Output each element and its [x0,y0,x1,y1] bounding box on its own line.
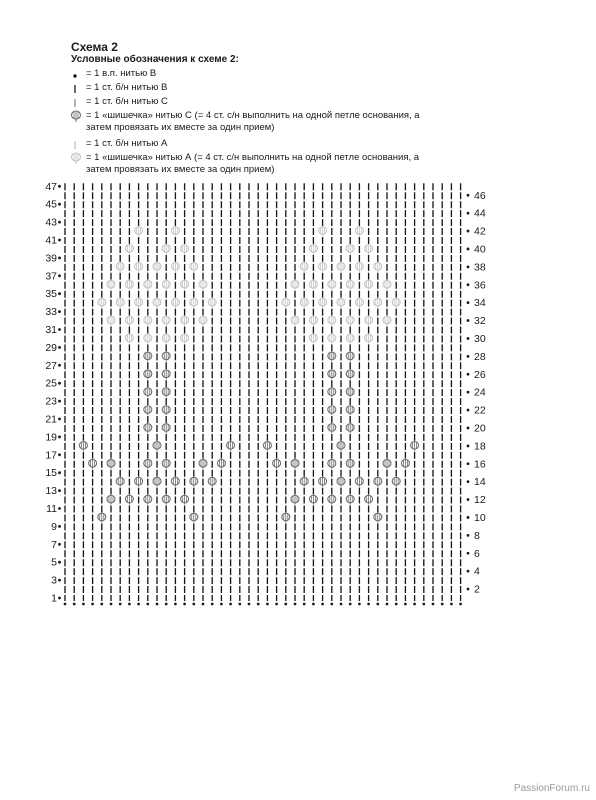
bobble-c-icon [355,477,363,487]
row-label-left: 21 [45,413,57,426]
chain-dot [413,603,416,606]
row-label-right: 26 [474,368,486,381]
row-end-dot [58,400,61,403]
row-label-right: 40 [474,243,486,256]
row-label-left: 27 [45,359,57,372]
bobble-c-icon [346,423,354,433]
row-label-left: 25 [45,377,57,390]
row-label-right: 6 [474,547,480,560]
bobble-c-icon [98,512,106,522]
chain-dot [395,603,398,606]
bobble-a-icon [153,298,161,308]
row-end-dot [58,507,61,510]
bobble-c-icon [273,459,281,469]
legend-text: = 1 в.п. нитью В [86,68,157,79]
bobble-a-icon [337,298,345,308]
chain-dot [229,603,232,606]
row-label-left: 29 [45,341,57,354]
row-label-right: 42 [474,225,486,238]
bobble-a-icon [199,280,207,290]
bobble-a-icon [300,298,308,308]
bobble-c-icon [144,495,152,505]
row-label-left: 9 [51,520,57,533]
chain-dot [146,603,149,606]
row-label-right: 18 [474,440,486,453]
row-end-dot [58,257,61,260]
bobble-a-icon [125,244,133,254]
bobble-c-icon [328,405,336,415]
row-end-dot [58,525,61,528]
chain-dot [367,603,370,606]
row-end-dot [467,516,470,519]
chain-dot [330,603,333,606]
bobble-c-icon [374,512,382,522]
chain-dot [376,603,379,606]
row-end-dot [58,579,61,582]
bobble-a-icon [365,244,373,254]
bobble-c-icon [346,369,354,379]
bobble-a-icon [98,298,106,308]
row-label-left: 3 [51,574,57,587]
bobble-a-icon [153,262,161,272]
row-end-dot [467,391,470,394]
bobble-c-icon [144,423,152,433]
row-end-dot [467,462,470,465]
bobble-c-icon [328,351,336,361]
row-end-dot [467,265,470,268]
bobble-c-icon [190,512,198,522]
bobble-c-icon [162,405,170,415]
bobble-c-icon [89,459,97,469]
row-end-dot [58,471,61,474]
bobble-a-icon [309,316,317,326]
chain-dot [257,603,260,606]
bobble-a-icon [135,226,143,236]
bobble-a-icon [199,316,207,326]
bobble-a-icon [125,280,133,290]
chain-dot [450,603,453,606]
chain-dot [266,603,269,606]
bobble-c-icon [383,459,391,469]
chain-dot [441,603,444,606]
legend-title: Условные обозначения к схеме 2: [71,54,239,65]
legend-text: = 1 «шишечка» нитью С (= 4 ст. с/н выполнить на одной петле основания, а затем провязать их вместе за один прием) [86,110,420,133]
row-end-dot [467,373,470,376]
bobble-a-icon [116,298,124,308]
chain-dot [183,603,186,606]
chain-dot [303,603,306,606]
bobble-a-icon [337,262,345,272]
chain-dot [284,603,287,606]
row-label-right: 44 [474,207,486,220]
bobble-c-icon [365,495,373,505]
bobble-a-icon [116,262,124,272]
bobble-c-icon [328,423,336,433]
row-end-dot [58,543,61,546]
bobble-a-icon [171,262,179,272]
bobble-a-icon [374,298,382,308]
row-label-right: 2 [474,583,480,596]
bobble-a-icon [346,280,354,290]
row-label-left: 1 [51,592,57,605]
chain-dot [82,603,85,606]
bobble-a-icon [328,316,336,326]
row-end-dot [58,292,61,295]
bobble-a-icon [374,262,382,272]
bobble-c-icon [162,351,170,361]
bobble-c-icon [291,459,299,469]
bobble-c-icon [190,477,198,487]
bobble-c-icon [162,495,170,505]
row-label-right: 30 [474,332,486,345]
bobble-c-icon [217,459,225,469]
bobble-c-icon [337,441,345,451]
bobble-c-icon [346,459,354,469]
row-end-dot [58,418,61,421]
bobble-c-icon [346,351,354,361]
row-end-dot [58,436,61,439]
row-end-dot [467,337,470,340]
bobble-c-icon [162,369,170,379]
bobble-a-icon [190,262,198,272]
bobble-a-icon [162,316,170,326]
bobble-c-icon [79,441,87,451]
chain-dot [275,603,278,606]
bobble-c-icon [162,459,170,469]
row-end-dot [58,185,61,188]
row-label-left: 43 [45,216,57,229]
watermark: PassionForum.ru [513,783,590,794]
chain-dot [386,603,389,606]
chain-dot [404,603,407,606]
row-end-dot [58,382,61,385]
row-end-dot [467,570,470,573]
bobble-a-icon [346,244,354,254]
row-label-left: 39 [45,252,57,265]
bobble-c-icon [135,477,143,487]
bobble-a-icon [282,298,290,308]
chain-dot [312,603,315,606]
bobble-a-icon [144,280,152,290]
row-label-left: 31 [45,324,57,336]
row-label-left: 19 [45,431,57,444]
row-end-dot [58,203,61,206]
bobble-c-icon [144,387,152,397]
bobble-c-icon [208,477,216,487]
row-end-dot [467,534,470,537]
row-label-right: 12 [474,494,486,507]
bobble-c-icon [328,459,336,469]
row-label-right: 4 [474,565,480,578]
bobble-c-icon [153,477,161,487]
bobble-a-icon [355,262,363,272]
row-label-left: 11 [46,503,57,515]
bobble-a-icon [319,298,327,308]
chain-dot [110,603,113,606]
bobble-a-icon [190,298,198,308]
bobble-c-icon [328,495,336,505]
chain-dot [432,603,435,606]
row-label-left: 17 [45,449,57,462]
bobble-a-icon [309,280,317,290]
bobble-a-icon [125,333,133,343]
row-label-right: 32 [474,315,486,328]
bobble-c-icon [328,387,336,397]
row-label-left: 33 [45,306,57,319]
row-label-left: 13 [45,485,57,498]
bobble-c-icon [171,477,179,487]
row-end-dot [58,239,61,242]
row-label-right: 16 [474,458,486,471]
bobble-c-icon [107,495,115,505]
bobble-c-icon [411,441,419,451]
row-label-right: 28 [474,350,486,363]
legend-text: = 1 ст. б/н нитью С [86,96,168,107]
bobble-a-icon [365,316,373,326]
row-end-dot [58,453,61,456]
bobble-c-icon [125,495,133,505]
chain-dot [100,603,103,606]
row-end-dot [467,319,470,322]
row-label-left: 37 [45,270,57,283]
bobble-c-icon [144,351,152,361]
row-label-left: 5 [51,556,57,569]
bobble-a-icon [181,244,189,254]
chain-dot [422,603,425,606]
bobble-a-icon [107,280,115,290]
row-label-right: 10 [474,511,486,524]
chain-dot [156,603,159,606]
row-end-dot [467,248,470,251]
bobble-a-icon [346,333,354,343]
chain-dot [358,603,361,606]
bobble-a-icon [135,262,143,272]
row-label-right: 22 [474,404,486,417]
legend-text: = 1 ст. б/н нитью А [86,138,168,149]
bobble-a-icon [171,226,179,236]
bobble-a-icon [181,280,189,290]
bobble-c-icon [116,477,124,487]
bobble-c-icon [328,369,336,379]
row-end-dot [467,552,470,555]
chain-dot [165,603,168,606]
bobble-a-icon [162,333,170,343]
bobble-a-icon [328,280,336,290]
row-label-right: 24 [474,386,486,399]
row-label-right: 8 [474,529,480,542]
bobble-c-icon [346,387,354,397]
row-label-left: 47 [45,180,57,193]
row-end-dot [58,597,61,600]
bobble-a-icon [181,316,189,326]
bobble-c-icon [263,441,271,451]
chain-dot [73,603,76,606]
row-label-left: 7 [51,538,57,551]
bobble-a-icon [162,280,170,290]
row-end-dot [58,310,61,313]
bobble-a-icon [135,298,143,308]
bobble-a-icon [291,316,299,326]
legend-text: = 1 «шишечка» нитью А (= 4 ст. с/н выполнить на одной петле основания, а затем провязать их вместе за один прием) [86,152,420,175]
bobble-a-icon [383,280,391,290]
bobble-c-icon [392,477,400,487]
bobble-c-icon [199,459,207,469]
bobble-c-icon [309,495,317,505]
chain-dot [192,603,195,606]
bobble-a-icon [300,262,308,272]
chain-dot [119,603,122,606]
bobble-c-icon [144,459,152,469]
row-end-dot [467,588,470,591]
row-end-dot [58,346,61,349]
chain-dot [220,603,223,606]
bobble-a-icon [181,333,189,343]
bobble-a-icon [162,244,170,254]
bobble-a-icon [355,298,363,308]
chain-dot [64,603,67,606]
chain-dot [349,603,352,606]
bobble-c-icon [162,387,170,397]
row-end-dot [467,194,470,197]
row-end-dot [58,274,61,277]
chain-dot [238,603,241,606]
bobble-c-icon [300,477,308,487]
chain-dot [321,603,324,606]
row-end-dot [467,301,470,304]
bobble-c-icon [291,495,299,505]
row-end-dot [58,489,61,492]
bobble-a-icon [383,316,391,326]
bobble-a-icon [319,226,327,236]
bobble-c-icon [227,441,235,451]
chain-dot [294,603,297,606]
row-label-left: 35 [45,288,57,301]
bobble-a-icon [328,333,336,343]
bobble-c-icon [282,512,290,522]
bobble-c-icon [374,477,382,487]
row-label-right: 14 [474,476,486,489]
bobble-a-icon [125,316,133,326]
row-end-dot [467,230,470,233]
row-end-dot [467,444,470,447]
bobble-a-icon [309,333,317,343]
row-label-left: 41 [45,234,57,247]
row-end-dot [467,498,470,501]
row-label-right: 46 [474,189,486,202]
chart-title: Схема 2 [71,40,118,54]
bobble-a-icon [107,316,115,326]
bobble-c-icon [401,459,409,469]
chain-dot [248,603,251,606]
chain-dot [91,603,94,606]
row-end-dot [467,409,470,412]
bobble-c-icon [319,477,327,487]
row-end-dot [467,355,470,358]
row-end-dot [467,480,470,483]
row-end-dot [58,561,61,564]
row-label-left: 15 [45,467,57,480]
row-label-right: 38 [474,261,486,274]
bobble-a-icon [144,333,152,343]
chain-dot [211,603,214,606]
legend-text: = 1 ст. б/н нитью В [86,82,168,93]
row-end-dot [467,212,470,215]
chain-dot [128,603,131,606]
row-end-dot [58,221,61,224]
bobble-a-icon [144,316,152,326]
row-end-dot [467,427,470,430]
bobble-c-icon [337,477,345,487]
bobble-c-icon [144,369,152,379]
row-label-right: 36 [474,279,486,292]
bobble-c-icon [153,441,161,451]
bobble-a-icon [291,280,299,290]
bobble-a-icon [171,298,179,308]
chain-dot [174,603,177,606]
bobble-c-icon [181,495,189,505]
bobble-a-icon [392,298,400,308]
bobble-c-icon [346,405,354,415]
chain-dot [202,603,205,606]
bobble-c-icon [162,423,170,433]
chain-dot [459,603,462,606]
row-end-dot [58,364,61,367]
chain-dot [340,603,343,606]
bobble-a-icon [319,262,327,272]
bobble-a-icon [208,298,216,308]
row-label-right: 34 [474,297,486,310]
row-end-dot [467,283,470,286]
chain-dot [137,603,140,606]
bobble-a-icon [365,280,373,290]
bobble-c-icon [107,459,115,469]
row-end-dot [58,328,61,331]
row-label-left: 23 [45,395,57,408]
row-label-left: 45 [45,198,57,211]
bobble-a-icon [346,316,354,326]
bobble-c-icon [346,495,354,505]
bobble-a-icon [365,333,373,343]
row-label-right: 20 [474,422,486,435]
bobble-a-icon [355,226,363,236]
bobble-a-icon [309,244,317,254]
bobble-c-icon [144,405,152,415]
